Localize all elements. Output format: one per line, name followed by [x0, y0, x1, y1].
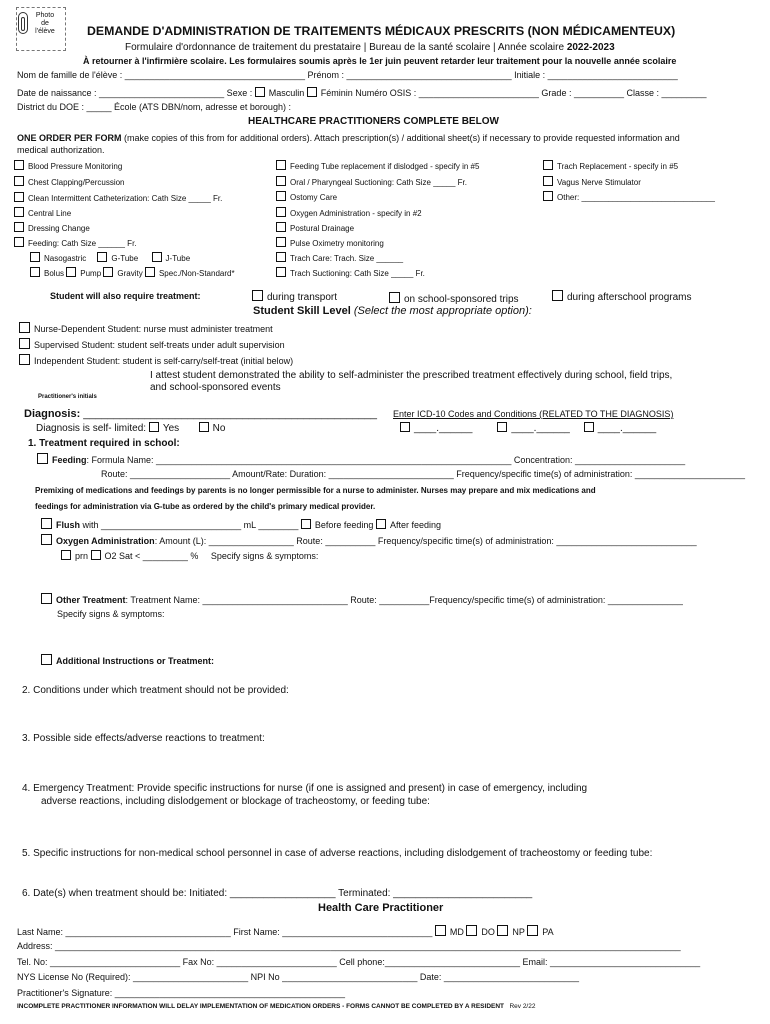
skill-option-nurse[interactable]: Nurse-Dependent Student: nurse must administer treatment [19, 322, 273, 334]
icd-code-fields[interactable]: ____.______ ____.______ ____.______ [400, 422, 656, 434]
footer-warning: INCOMPLETE PRACTITIONER INFORMATION WILL DELAY IMPLEMENTATION OF MEDICATION ORDERS - FORMS CANNOT BE COMPLETED BY A RESIDENT Rev 2/22 [17, 1003, 536, 1010]
self-limited-field[interactable]: Diagnosis is self- limited: Yes No [36, 423, 226, 434]
order-checkbox-item[interactable]: Trach Replacement - specify in #5 [543, 160, 678, 171]
also-require-label: Student will also require treatment: [50, 291, 201, 301]
skill-option-independent[interactable]: Independent Student: student is self-carry/self-treat (initial below) [19, 354, 293, 366]
q5-nonmedical[interactable]: 5. Specific instructions for non-medical school personnel in case of adverse reactions, including dislodgement of tracheostomy or feeding tube: [22, 848, 653, 859]
hcp-address-line[interactable]: Address: _____________________________________________________________________________________________________________________________ [17, 941, 681, 951]
student-dob-line[interactable]: Date de naissance : _________________________ Sexe : Masculin Féminin Numéro OSIS : ________________________ Grade : __________ Classe : _________ [17, 88, 707, 98]
hcp-name-line[interactable]: Last Name: _________________________________ First Name: ______________________________ MD DO NP PA [17, 927, 554, 937]
one-order-note-2: medical authorization. [17, 145, 105, 155]
order-checkbox-item[interactable]: Other: ______________________________ [543, 191, 715, 202]
sex-male-checkbox[interactable] [255, 87, 265, 97]
district-line[interactable]: District du DOE : _____ École (ATS DBN/nom, adresse et borough) : [17, 102, 291, 112]
diagnosis-field[interactable]: Diagnosis: ________________________________________________ [24, 408, 377, 420]
q4-emergency-2: adverse reactions, including dislodgement or blockage of tracheostomy, or feeding tube: [41, 796, 430, 807]
skill-level-heading: Student Skill Level (Select the most appropriate option): [253, 305, 532, 317]
order-checkbox-item[interactable]: Central Line [14, 207, 71, 218]
order-checkbox-item[interactable]: Trach Care: Trach. Size ______ [276, 252, 403, 263]
paperclip-icon [18, 12, 28, 34]
photo-label: Photo de l'élève [35, 12, 55, 35]
feeding-route-line[interactable]: Route: ____________________ Amount/Rate: Duration: _________________________ Frequency/specific time(s) of administration: ______________________ [101, 469, 745, 479]
skill-option-supervised[interactable]: Supervised Student: student self-treats under adult supervision [19, 338, 285, 350]
order-checkbox-item[interactable]: Oxygen Administration - specify in #2 [276, 207, 422, 218]
order-checkbox-item[interactable]: Blood Pressure Monitoring [14, 160, 122, 171]
oxygen-line[interactable]: Oxygen Administration: Amount (L): _________________ Route: __________ Frequency/specific time(s) of administration: ____________________________ [41, 534, 697, 546]
section-practitioners-heading: HEALTHCARE PRACTITIONERS COMPLETE BELOW [248, 116, 499, 127]
order-checkbox-item[interactable]: Vagus Nerve Stimulator [543, 176, 641, 187]
premix-notice-2: feedings for administration via G-tube as ordered by the child's primary medical provider. [35, 502, 376, 511]
hcp-contact-line[interactable]: Tel. No: __________________________ Fax No: ________________________ Cell phone:___________________________ Email: ______________________________ [17, 957, 701, 967]
q4-emergency[interactable]: 4. Emergency Treatment: Provide specific instructions for nurse (if one is assigned and present) in case of emergency, including [22, 783, 588, 794]
order-checkbox-item[interactable]: Ostomy Care [276, 191, 337, 202]
q6-dates[interactable]: 6. Date(s) when treatment should be: Initiated: ___________________ Terminated: _________________________ [22, 888, 533, 899]
order-checkbox-item[interactable]: Trach Suctioning: Cath Size _____ Fr. [276, 267, 425, 278]
order-checkbox-item[interactable]: Feeding: Cath Size ______ Fr. [14, 237, 137, 248]
return-notice: À retourner à l'infirmière scolaire. Les formulaires soumis après le 1er juin peuvent retarder leur traitement pour la nouvelle année scolaire [83, 56, 677, 66]
flush-line[interactable]: Flush with ____________________________ mL ________ Before feeding After feeding [41, 518, 441, 530]
feeding-method-options[interactable]: Bolus Pump Gravity Spec./Non-Standard* [30, 267, 235, 278]
other-treatment-line[interactable]: Other Treatment: Treatment Name: _____________________________ Route: __________Frequency/specific time(s) of administration: _______________ [41, 593, 683, 605]
hcp-license-line[interactable]: NYS License No (Required): _______________________ NPI No ___________________________ Date: ___________________________ [17, 972, 579, 982]
during-transport-option[interactable]: during transport [252, 290, 337, 303]
order-checkbox-item[interactable]: Dressing Change [14, 222, 90, 233]
q2-conditions[interactable]: 2. Conditions under which treatment should not be provided: [22, 685, 289, 696]
oxygen-prn-line[interactable]: prn O2 Sat < _________ % Specify signs & symptoms: [61, 550, 318, 561]
attest-statement: I attest student demonstrated the ability to self-administer the prescribed treatment effectively during school, field trips, [150, 370, 673, 381]
hcp-signature-line[interactable]: Practitioner's Signature: ______________________________________________ [17, 988, 346, 998]
additional-instructions[interactable]: Additional Instructions or Treatment: [41, 654, 214, 666]
practitioner-initials-label: Practitioner's initials [38, 394, 97, 400]
school-trips-option[interactable]: on school-sponsored trips [389, 292, 519, 305]
order-checkbox-item[interactable]: Clean Intermittent Catheterization: Cath Size _____ Fr. [14, 192, 222, 203]
student-name-line[interactable]: Nom de famille de l'élève : ____________________________________ Prénom : _________________________________ Initiale : __________________________ [17, 70, 678, 80]
form-subtitle: Formulaire d'ordonnance de traitement du prestataire | Bureau de la santé scolaire | Année scolaire 2022-2023 [125, 42, 615, 53]
feeding-route-options[interactable]: Nasogastric G-Tube J-Tube [30, 252, 190, 263]
order-checkbox-item[interactable]: Oral / Pharyngeal Suctioning: Cath Size _____ Fr. [276, 176, 467, 187]
q1-heading: 1. Treatment required in school: [28, 438, 180, 449]
one-order-note: ONE ORDER PER FORM (make copies of this from for additional orders). Attach prescription(s) / additional sheet(s) if necessary to provide requested information and [17, 133, 680, 143]
order-checkbox-item[interactable]: Chest Clapping/Percussion [14, 176, 125, 187]
form-title: DEMANDE D'ADMINISTRATION DE TRAITEMENTS MÉDICAUX PRESCRITS (NON MÉDICAMENTEUX) [87, 24, 676, 38]
q3-side-effects[interactable]: 3. Possible side effects/adverse reactions to treatment: [22, 733, 265, 744]
afterschool-option[interactable]: during afterschool programs [552, 290, 692, 303]
sex-female-checkbox[interactable] [307, 87, 317, 97]
attest-statement-2: and school-sponsored events [150, 382, 281, 393]
other-signs-label: Specify signs & symptoms: [57, 609, 165, 619]
icd-10-heading: Enter ICD-10 Codes and Conditions (RELATED TO THE DIAGNOSIS) [393, 409, 674, 419]
order-checkbox-item[interactable]: Pulse Oximetry monitoring [276, 237, 384, 248]
order-checkbox-item[interactable]: Postural Drainage [276, 222, 354, 233]
premix-notice: Premixing of medications and feedings by parents is no longer permissible for a nurse to administer. Nurses may prepare and mix medications and [35, 486, 596, 495]
feeding-formula-line[interactable]: Feeding: Formula Name: _______________________________________________________________________ Concentration: ______________________ [37, 453, 685, 465]
hcp-heading: Health Care Practitioner [318, 902, 444, 914]
order-checkbox-item[interactable]: Feeding Tube replacement if dislodged - specify in #5 [276, 160, 479, 171]
